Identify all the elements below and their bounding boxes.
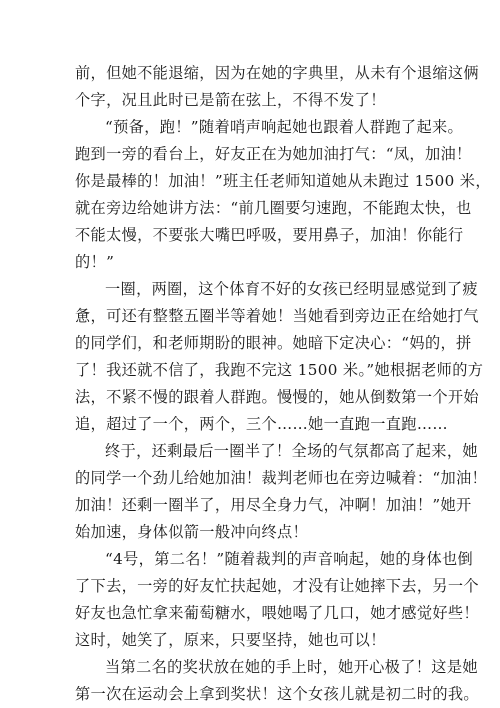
text-line: 的同学一个劲儿给她加油！裁判老师也在旁边喊着：“加油！ bbox=[75, 469, 488, 487]
text-line: 始加速，身体似箭一般冲向终点！ bbox=[75, 523, 309, 541]
paragraph-4 bbox=[75, 438, 488, 546]
text-line: 当第二名的奖状放在她的手上时，她开心极了！这是她 bbox=[105, 658, 478, 676]
text-line: 你是最棒的！加油！”班主任老师知道她从未跑过 1500 米， bbox=[75, 172, 491, 190]
text-line: 的同学们，和老师期盼的眼神。她暗下定决心：“妈的，拼 bbox=[75, 334, 472, 352]
text-line: 好友也急忙拿来葡萄糖水，喂她喝了几口，她才感觉好些！ bbox=[75, 604, 479, 622]
text-line: 法，不紧不慢的跟着人群跑。慢慢的，她从倒数第一个开始 bbox=[75, 388, 479, 406]
text-line: 就在旁边给她讲方法：“前几圈要匀速跑，不能跑太快，也 bbox=[75, 199, 472, 217]
text-line: 了下去，一旁的好友忙扶起她，才没有让她摔下去，另一个 bbox=[75, 577, 479, 595]
text-line: 加油！还剩一圈半了，用尽全身力气，冲啊！加油！”她开 bbox=[75, 496, 472, 514]
text-line: 的！” bbox=[75, 253, 115, 271]
text-line: 前，但她不能退缩，因为在她的字典里，从未有个退缩这俩 bbox=[75, 64, 479, 82]
text-line: 跑到一旁的看台上，好友正在为她加油打气：“凤，加油！ bbox=[75, 145, 472, 163]
paragraph-1 bbox=[75, 60, 479, 114]
paragraph-5 bbox=[75, 546, 479, 654]
text-line: 不能太慢，不要张大嘴巴呼吸，要用鼻子，加油！你能行 bbox=[75, 226, 464, 244]
text-line: 追，超过了一个，两个，三个……她一直跑一直跑…… bbox=[75, 415, 448, 433]
paragraph-3 bbox=[75, 276, 484, 438]
text-line: 个字，况且此时已是箭在弦上，不得不发了！ bbox=[75, 91, 386, 109]
document-page bbox=[75, 60, 491, 708]
text-line: 了！我还就不信了，我跑不完这 1500 米。”她根据老师的方 bbox=[75, 361, 484, 379]
paragraph-2 bbox=[75, 114, 491, 276]
text-line: 这时，她笑了，原来，只要坚持，她也可以！ bbox=[75, 631, 386, 649]
text-line: 终于，还剩最后一圈半了！全场的气氛都高了起来，她 bbox=[105, 442, 478, 460]
text-line: 一圈，两圈，这个体育不好的女孩已经明显感觉到了疲 bbox=[105, 280, 478, 298]
paragraph-6 bbox=[75, 654, 479, 708]
text-line: 第一次在运动会上拿到奖状！这个女孩儿就是初二时的我。 bbox=[75, 685, 479, 703]
text-line: 惫，可还有整整五圈半等着她！当她看到旁边正在给她打气 bbox=[75, 307, 479, 325]
text-line: “4号，第二名！”随着裁判的声音响起，她的身体也倒 bbox=[105, 550, 474, 568]
text-line: “预备，跑！”随着哨声响起她也跟着人群跑了起来。 bbox=[105, 118, 464, 136]
